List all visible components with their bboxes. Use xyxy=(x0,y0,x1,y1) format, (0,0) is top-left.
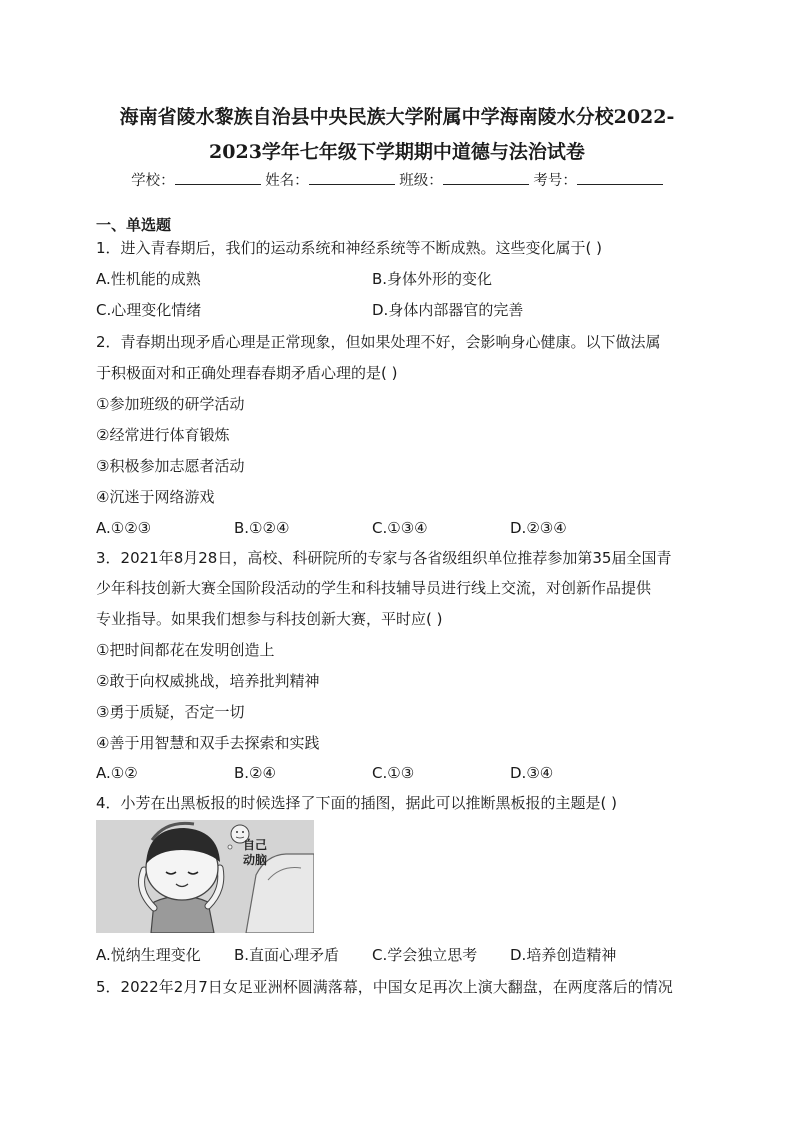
q4-option-d[interactable]: D.培养创造精神 xyxy=(510,946,617,964)
q2-option-d[interactable]: D.②③④ xyxy=(510,519,567,537)
q3-item-4: ④善于用智慧和双手去探索和实践 xyxy=(96,734,320,752)
q4-option-b[interactable]: B.直面心理矛盾 xyxy=(234,946,340,964)
q4-option-c[interactable]: C.学会独立思考 xyxy=(372,946,478,964)
exam-number-blank[interactable] xyxy=(577,170,663,185)
section-heading: 一、单选题 xyxy=(96,216,172,234)
q1-option-c[interactable]: C.心理变化情绪 xyxy=(96,301,202,319)
question-3-stem-line-1: 3．2021年8月28日，高校、科研院所的专家与各省级组织单位推荐参加第35届全国青 xyxy=(96,549,672,567)
q3-option-c[interactable]: C.①③ xyxy=(372,764,415,782)
q3-item-2: ②敢于向权威挑战，培养批判精神 xyxy=(96,672,320,690)
figure-caption-line-1: 自己 xyxy=(243,838,268,852)
question-3-stem-line-3: 专业指导。如果我们想参与科技创新大赛，平时应( ) xyxy=(96,610,443,628)
school-blank[interactable] xyxy=(175,170,261,185)
exam-number-label: 考号： xyxy=(533,173,577,189)
q3-option-b[interactable]: B.②④ xyxy=(234,764,276,782)
q2-item-4: ④沉迷于网络游戏 xyxy=(96,488,215,506)
q2-option-b[interactable]: B.①②④ xyxy=(234,519,290,537)
question-2-stem-line-2: 于积极面对和正确处理春春期矛盾心理的是( ) xyxy=(96,364,398,382)
q1-option-a[interactable]: A.性机能的成熟 xyxy=(96,270,201,288)
q2-item-2: ②经常进行体育锻炼 xyxy=(96,426,230,444)
q2-option-a[interactable]: A.①②③ xyxy=(96,519,152,537)
q2-item-1: ①参加班级的研学活动 xyxy=(96,395,245,413)
name-blank[interactable] xyxy=(309,170,395,185)
q2-item-3: ③积极参加志愿者活动 xyxy=(96,457,245,475)
q4-option-a[interactable]: A.悦纳生理变化 xyxy=(96,946,201,964)
q3-option-d[interactable]: D.③④ xyxy=(510,764,554,782)
exam-title-line-2: 2023学年七年级下学期期中道德与法治试卷 xyxy=(209,141,585,163)
exam-title-line-1: 海南省陵水黎族自治县中央民族大学附属中学海南陵水分校2022- xyxy=(119,106,675,128)
class-blank[interactable] xyxy=(443,170,529,185)
q1-option-b[interactable]: B.身体外形的变化 xyxy=(372,270,493,288)
q3-item-3: ③勇于质疑，否定一切 xyxy=(96,703,245,721)
student-info-row xyxy=(0,170,794,191)
thinking-child-illustration xyxy=(96,820,314,933)
q3-option-a[interactable]: A.①② xyxy=(96,764,138,782)
figure-caption-line-2: 动脑 xyxy=(243,853,268,867)
question-1-stem: 1．进入青春期后，我们的运动系统和神经系统等不断成熟。这些变化属于( ) xyxy=(96,239,603,257)
q2-option-c[interactable]: C.①③④ xyxy=(372,519,428,537)
question-5-stem-line-1: 5．2022年2月7日女足亚洲杯圆满落幕，中国女足再次上演大翻盘，在两度落后的情况 xyxy=(96,978,673,996)
q3-item-1: ①把时间都花在发明创造上 xyxy=(96,641,275,659)
class-label: 班级： xyxy=(399,173,443,189)
question-3-stem-line-2: 少年科技创新大赛全国阶段活动的学生和科技辅导员进行线上交流，对创新作品提供 xyxy=(96,579,652,597)
question-4-stem: 4．小芳在出黑板报的时候选择了下面的插图，据此可以推断黑板报的主题是( ) xyxy=(96,794,618,812)
q1-option-d[interactable]: D.身体内部器官的完善 xyxy=(372,301,524,319)
question-2-stem-line-1: 2．青春期出现矛盾心理是正常现象，但如果处理不好，会影响身心健康。以下做法属 xyxy=(96,333,661,351)
illustration-drawing xyxy=(96,820,314,933)
name-label: 姓名： xyxy=(265,173,309,189)
school-label: 学校： xyxy=(131,173,175,189)
